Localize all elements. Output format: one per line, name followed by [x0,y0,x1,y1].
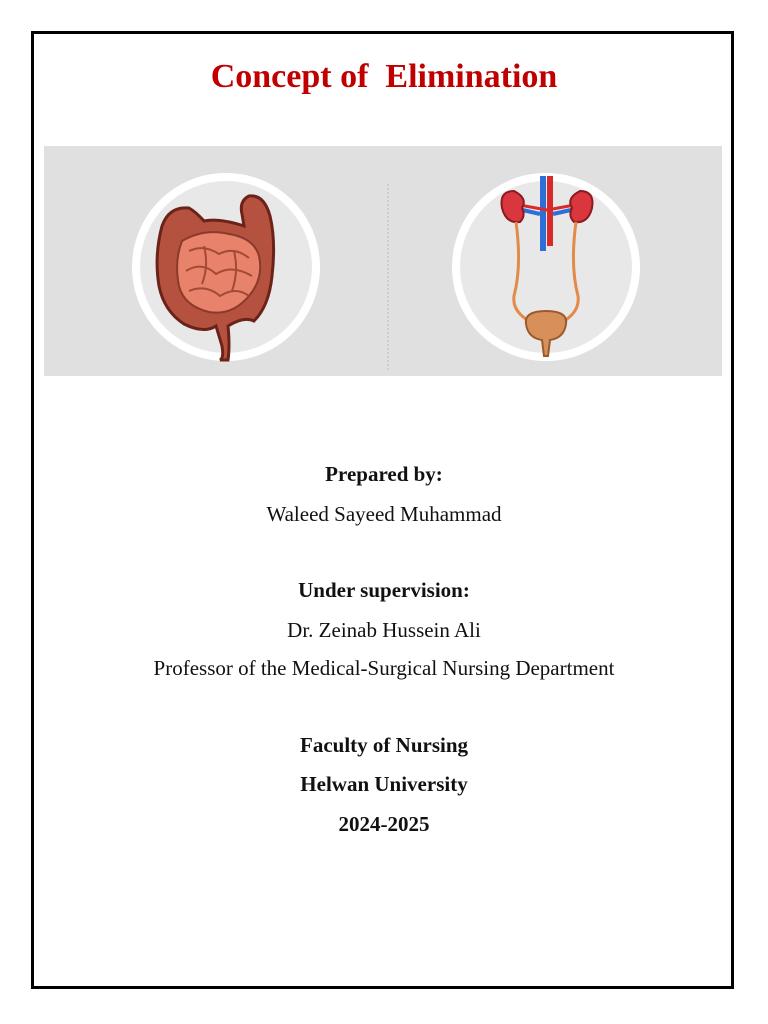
university-name: Helwan University [300,772,468,796]
urinary-system-icon [452,173,640,361]
illustration-banner [44,146,722,376]
supervision-label: Under supervision: [298,578,470,602]
document-title: Concept of Elimination [210,58,558,95]
supervisor-title: Professor of the Medical-Surgical Nursing Department [153,656,615,680]
faculty-name: Faculty of Nursing [300,733,468,757]
prepared-by-label: Prepared by: [325,462,443,486]
intestine-icon [132,173,320,361]
academic-year: 2024-2025 [338,812,430,836]
preparer-name: Waleed Sayeed Muhammad [266,502,502,526]
supervisor-name: Dr. Zeinab Hussein Ali [287,618,481,642]
